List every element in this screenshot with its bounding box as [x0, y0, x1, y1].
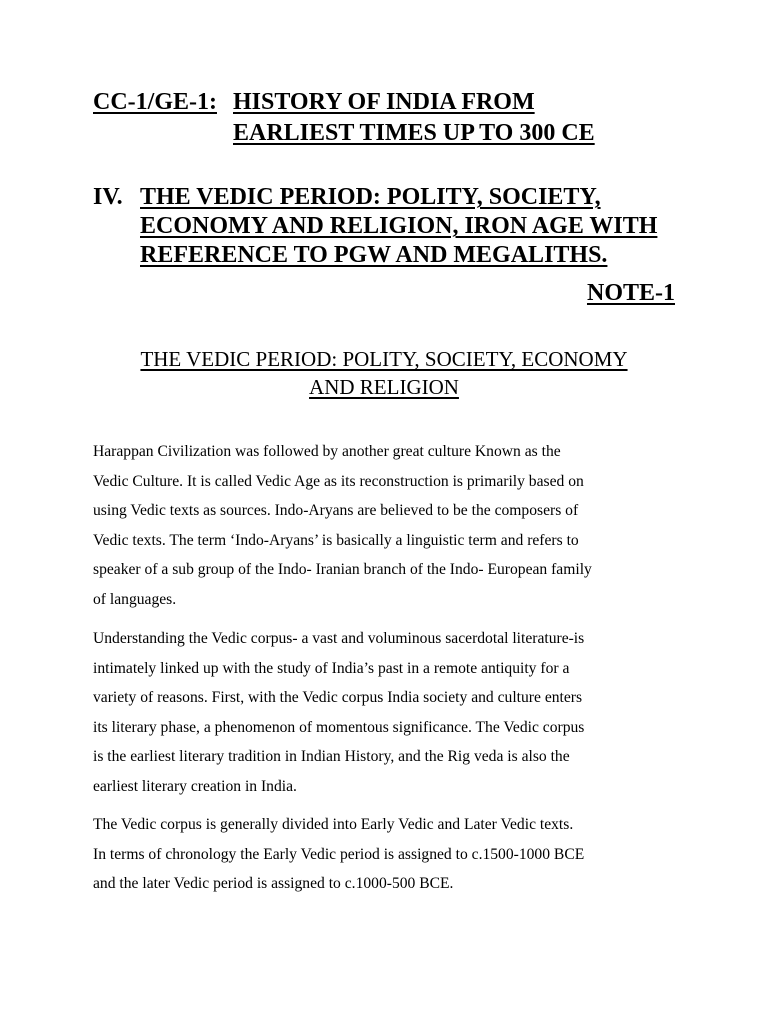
- paragraph-line: earliest literary creation in India.: [93, 777, 297, 795]
- unit-title-line-2: ECONOMY AND RELIGION, IRON AGE WITH: [140, 213, 658, 239]
- paragraph-2: [93, 624, 693, 801]
- course-title-line-1: HISTORY OF INDIA FROM: [233, 89, 535, 115]
- unit-number: IV.: [93, 184, 123, 210]
- paragraph-line: variety of reasons. First, with the Vedic corpus India society and culture enters: [93, 689, 583, 706]
- paragraph-line: Harappan Civilization was followed by another great culture Known as the: [93, 443, 561, 460]
- course-code: CC-1/GE-1:: [93, 89, 217, 115]
- unit-title-line-3: REFERENCE TO PGW AND MEGALITHS.: [140, 242, 608, 268]
- paragraph-line: its literary phase, a phenomenon of momentous significance. The Vedic corpus: [93, 718, 585, 736]
- section-title-line-1: THE VEDIC PERIOD: POLITY, SOCIETY, ECONOMY: [140, 347, 628, 371]
- note-label: NOTE-1: [586, 280, 675, 306]
- paragraph-line: Understanding the Vedic corpus- a vast and voluminous sacerdotal literature-is: [93, 630, 585, 647]
- paragraph-line: is the earliest literary tradition in Indian History, and the Rig veda is also the: [93, 748, 570, 765]
- paragraph-line: Vedic Culture. It is called Vedic Age as its reconstruction is primarily based on: [93, 472, 584, 490]
- paragraph-line: The Vedic corpus is generally divided into Early Vedic and Later Vedic texts.: [93, 816, 574, 833]
- paragraph-line: using Vedic texts as sources. Indo-Aryans are believed to be the composers of: [93, 502, 579, 519]
- paragraph-line: and the later Vedic period is assigned to c.1000-500 BCE.: [93, 875, 454, 892]
- section-title-line-2: AND RELIGION: [309, 375, 459, 399]
- paragraph-line: intimately linked up with the study of India’s past in a remote antiquity for a: [93, 659, 570, 677]
- paragraph-line: speaker of a sub group of the Indo- Iranian branch of the Indo- European family: [93, 561, 592, 578]
- paragraph-line: In terms of chronology the Early Vedic period is assigned to c.1500-1000 BCE: [93, 845, 585, 863]
- unit-title-line-1: THE VEDIC PERIOD: POLITY, SOCIETY,: [140, 184, 601, 210]
- paragraph-line: of languages.: [93, 590, 177, 608]
- paragraph-1: [93, 437, 693, 614]
- paragraph-line: Vedic texts. The term ‘Indo-Aryans’ is basically a linguistic term and refers to: [93, 531, 579, 549]
- course-title-line-2: EARLIEST TIMES UP TO 300 CE: [233, 120, 595, 146]
- paragraph-3: [93, 810, 693, 899]
